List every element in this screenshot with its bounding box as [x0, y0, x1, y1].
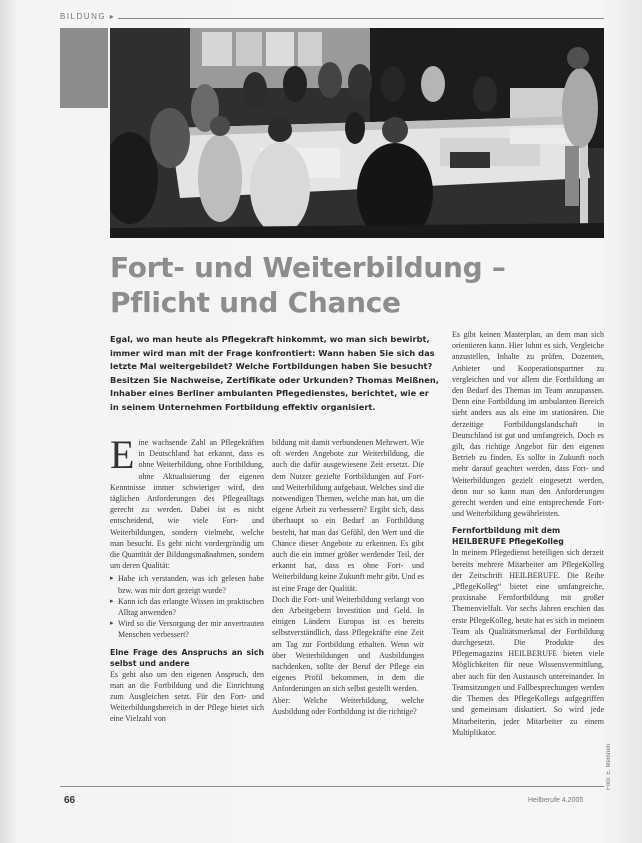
- footer-rule: [60, 786, 604, 787]
- article-headline: [110, 250, 604, 320]
- headline-line-1: Fort- und Weiterbildung –: [110, 251, 506, 284]
- text-column-3: [452, 329, 604, 784]
- drop-cap: E: [110, 437, 135, 477]
- list-item: ▸ Wird so die Versorgung der mir anvertrauten Menschen verbessert?: [110, 618, 264, 640]
- seminar-photo-image: [110, 28, 604, 238]
- headline-line-2: Pflicht und Chance: [110, 286, 401, 319]
- paragraph: [110, 437, 264, 571]
- paragraph-text: ine wachsende Zahl an Pflegekräften in Deutschland hat erkannt, dass es ohne Weiterbildung, ohne Fortbildung, ohne Aktualisierung der eigenen Kenntnisse immer schwieriger wird, den täglichen Anforderungen des Pflegealltags gerecht zu werden. Dabei ist es nicht entscheidend, wie viele Fort- und Weiterbildungen, sondern vielmehr, welche man besucht. Es geht nicht vordergründig um die Quantität der Bildungsmaßnahmen, sondern um deren Qualität:: [110, 438, 264, 571]
- list-item: ▸ Kann ich das erlangte Wissen im praktischen Alltag anwenden?: [110, 596, 264, 618]
- text-column-2: [272, 437, 424, 782]
- section-color-block: [60, 28, 108, 108]
- subheading-line-2: HEILBERUFE PflegeKolleg: [452, 537, 564, 547]
- header-rule: [118, 18, 604, 19]
- paragraph: Aber: Welche Weiterbildung, welche Ausbildung oder Fortbildung ist die richtige?: [272, 695, 424, 716]
- subheading: Eine Frage des Anspruchs an sich selbst und andere: [110, 647, 264, 668]
- paragraph: Es geht also um den eigenen Anspruch, den man an die Fortbildung und die Einrichtung zum Ausgleichen setzt. Für den Fort- und Weiterbildungsbereich in der Pflege bietet sich eine Vielzahl von: [110, 669, 264, 724]
- seminar-photo: [110, 28, 604, 238]
- section-label: BILDUNG ▸: [60, 12, 116, 21]
- article-intro: Egal, wo man heute als Pflegekraft hinkommt, wo man sich bewirbt, immer wird man mit der Frage konfrontiert: Wann haben Sie sich das letzte Mal weitergebildet? Welche Fortbildungen haben Sie besucht? Besitzen Sie Nachweise, Zertifikate oder Urkunden? Thomas Meißnen, Inhaber eines Berliner ambulanten Pflegedienstes, berichtet, wie er in seinem Unternehmen Fortbildung effektiv organisiert.: [110, 334, 439, 412]
- paragraph: In meinem Pflegedienst beteiligen sich derzeit bereits mehrere Mitarbeiter am PflegeKolleg der Zeitschrift HEILBERUFE. Die Reihe „PflegeKolleg“ bietet eine umfangreiche, praxisnahe Fernfortbildung mit großer Themenvielfalt. Vor sechs Jahren erschien das erste PflegeKolleg, heute hat es sich in meinem Team als Qualitätsmerkmal der Fortbildung durchgesetzt. Die Produkte des Pflegemagazins HEILBERUFE bieten viele Möglichkeiten für neue Wissensvermittlung, aber auch für den Austausch untereinander. In Teamsitzungen und Fallbesprechungen werden die Themen des PflegeKollegs aufgegriffen und gemeinsam diskutiert. So wird jede Mitarbeiterin, jeder Mitarbeiter zu einem Multiplikator.: [452, 548, 604, 737]
- page-number: 66: [64, 795, 76, 806]
- photo-credit: Foto: E. Meißnen: [606, 743, 612, 790]
- text-column-1: [110, 437, 264, 782]
- subheading-line-1: Fernfortbildung mit dem: [452, 526, 561, 536]
- question-list: [110, 573, 264, 640]
- magazine-issue: Heilberufe 4.2005: [528, 797, 584, 804]
- subheading: [452, 525, 604, 547]
- paragraph: bildung mit damit verbundenen Mehrwert. Wie oft werden Angebote zur Weiterbildung, die auch die dafür ausgewiesene Zeit ersetzt. Die dem Nutzer gezielte Fortbildungen auf Fort- und Weiterbildung aufgebaut. Welches sind die notwendigen Themen, welche man hat, um die eigene Arbeit zu verbessern? Ergibt sich, dass überhaupt so ein Bedarf an Fortbildung besteht, hat man das Gefühl, den Wert und die Chance dieser Angebote zu erkennen. Es gibt auch die ein immer größer werdender Teil, der erkannt hat, dass es ohne Fort- und Weiterbildung keine Zukunft mehr gibt. Und es ist eine Frage der Qualität.: [272, 438, 424, 593]
- paragraph: Es gibt keinen Masterplan, an dem man sich orientieren kann. Hier lohnt es sich, Vergleiche anzustellen, Inhalte zu prüfen, Dozenten, Anbieter und Kooperationspartner zu vergleichen und vor allem die Fortbildung an den Bedarf des Themas im Team anzupassen. Denn eine Fortbildung im ambulanten Bereich sieht anders aus als eine im stationären. Die derzeitige Fortbildungslandschaft in Deutschland ist gut und umfangreich. Doch es gilt, das richtige Angebot für den eigenen Betrieb zu finden. Es sollte in Zukunft noch mehr darauf geachtet werden, dass Fort- und Weiterbildungen gezielt eingesetzt werden, denn nur so kann man den Anforderungen gerecht werden und eine entsprechende Fort- und Weiterbildung gewährleisten.: [452, 330, 604, 519]
- list-item: ▸ Habe ich verstanden, was ich gelesen habe bzw. was mir dort gezeigt wurde?: [110, 573, 264, 595]
- paragraph: Doch die Fort- und Weiterbildung verlangt von den Arbeitgebern Investition und Geld. In einigen Ländern Europas ist es bereits selbstverständlich, dass Pflegekräfte eine Zeit am Tag zur Fortbildung erhalten. Wenn wir über Weiterbildungen und Ausbildungen nachdenken, sollte der Beruf der Pflege ein eigenes Profil bekommen, in dem die Anforderungen an sich selbst gestellt werden.: [272, 594, 424, 694]
